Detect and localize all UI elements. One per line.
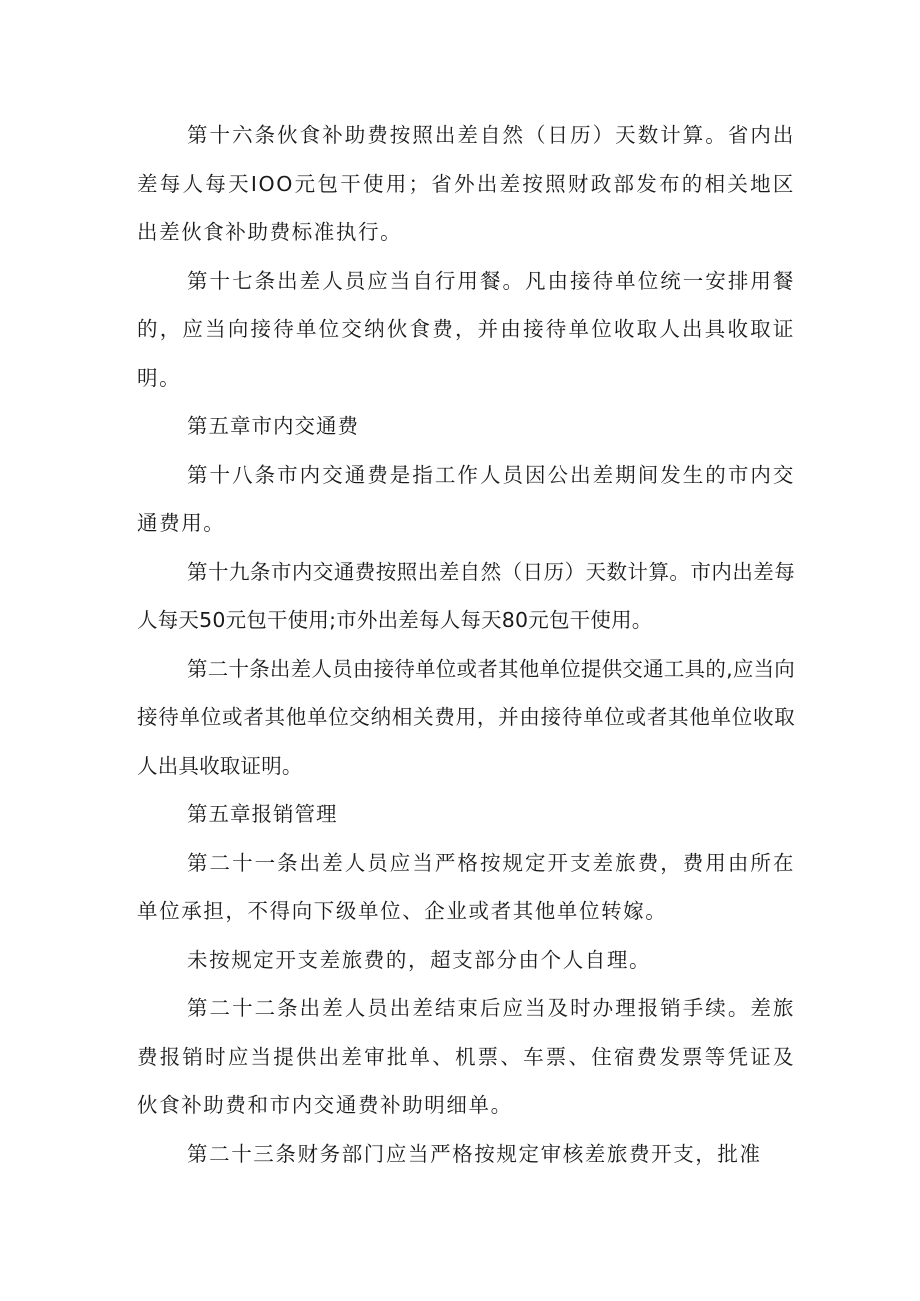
article-17-paragraph: 第十七条出差人员应当自行用餐。凡由接待单位统一安排用餐的，应当向接待单位交纳伙食费，并由接待单位收取人出具收取证明。	[137, 268, 795, 390]
article-16-paragraph: 第十六条伙食补助费按照出差自然（日历）天数计算。省内出差每人每天IOO元包干使用；省外出差按照财政部发布的相关地区出差伙食补助费标准执行。	[137, 123, 795, 244]
article-19-paragraph: 第十九条市内交通费按照出差自然（日历）天数计算。市内出差每人每天50元包干使用;市外出差每人每天80元包干使用。	[137, 559, 795, 632]
article-21-paragraph: 第二十一条出差人员应当严格按规定开支差旅费，费用由所在单位承担，不得向下级单位、企业或者其他单位转嫁。	[137, 850, 795, 923]
chapter-5-transport-heading: 第五章市内交通费	[187, 414, 359, 438]
chapter-5-reimbursement-heading: 第五章报销管理	[187, 802, 338, 826]
article-20-paragraph: 第二十条出差人员由接待单位或者其他单位提供交通工具的,应当向接待单位或者其他单位交纳相关费用，并由接待单位或者其他单位收取人出具收取证明。	[137, 656, 795, 778]
article-23-paragraph: 第二十三条财务部门应当严格按规定审核差旅费开支，批准	[187, 1141, 762, 1166]
article-18-paragraph: 第十八条市内交通费是指工作人员因公出差期间发生的市内交通费用。	[137, 462, 795, 535]
document-body	[137, 111, 795, 1178]
article-21-continuation-paragraph: 未按规定开支差旅费的，超支部分由个人自理。	[187, 947, 652, 972]
article-22-paragraph: 第二十二条出差人员出差结束后应当及时办理报销手续。差旅费报销时应当提供出差审批单、机票、车票、住宿费发票等凭证及伙食补助费和市内交通费补助明细单。	[137, 996, 795, 1117]
